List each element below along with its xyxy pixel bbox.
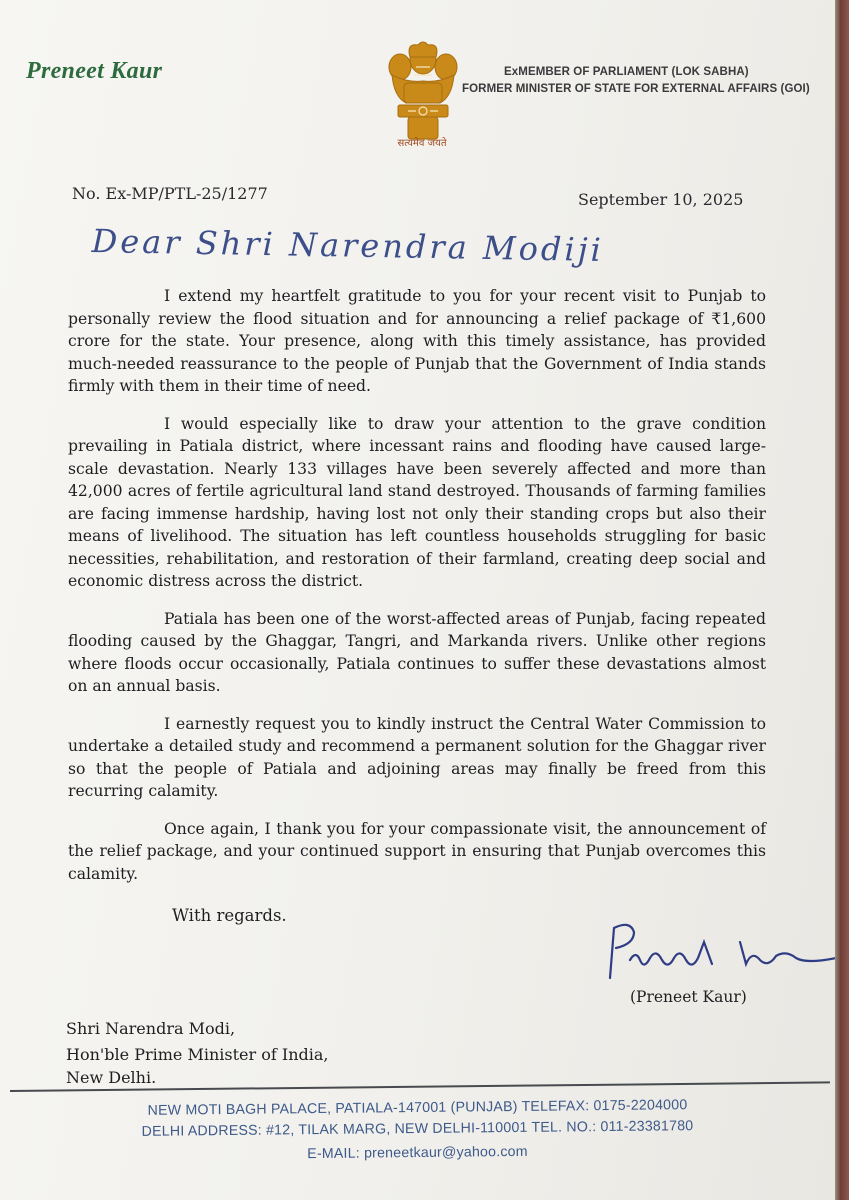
sender-name: Preneet Kaur bbox=[26, 58, 163, 84]
body-paragraph: Patiala has been one of the worst-affected areas of Punjab, facing repeated flooding caused by the Ghaggar, Tangri, and Markanda rivers. Unlike other regions where floods occur occasionally, Patiala continues to suffer these devastations almost on an annual basis. bbox=[68, 609, 766, 695]
body-paragraph: I extend my heartfelt gratitude to you for your recent visit to Punjab to personally review the flood situation and for announcing a relief package of ₹1,600 crore for the state. Your presence, along with this timely assistance, has provided much-needed reassurance to the people of Punjab that the Government of India stands firmly with them in their time of need. bbox=[68, 287, 766, 395]
reference-number: No. Ex-MP/PTL-25/1277 bbox=[72, 184, 268, 203]
body-paragraph: Once again, I thank you for your compassionate visit, the announcement of the relief package, and your continued support in ensuring that Punjab overcomes this calamity. bbox=[68, 819, 766, 883]
letter-date: September 10, 2025 bbox=[578, 190, 744, 209]
recipient-city: New Delhi. bbox=[66, 1068, 157, 1087]
body-paragraph: I would especially like to draw your attention to the grave condition prevailing in Patiala district, where incessant rains and flooding have caused large-scale devastation. Nearly 133 villages have been severely affected and more than 42,000 acres of fertile agricultural land stand destroyed. Thousands of farming families are facing immense hardship, having lost not only their standing crops but also their means of livelihood. The situation has left countless households struggling for basic necessities, rehabilitation, and restoration of their farmland, creating deep social and economic distress across the district. bbox=[68, 414, 766, 590]
footer-delhi-address: DELHI ADDRESS: #12, TILAK MARG, NEW DELHI-110001 TEL. NO.: 011-23381780 bbox=[141, 1118, 694, 1140]
emblem-motto: सत्यमेव जयते bbox=[397, 138, 447, 149]
handwritten-salutation: Dear Shri Narendra Modiji bbox=[91, 222, 605, 269]
letter-body bbox=[68, 285, 766, 900]
designation-line-1: ExMEMBER OF PARLIAMENT (LOK SABHA) bbox=[504, 66, 749, 78]
body-paragraph: I earnestly request you to kindly instruct the Central Water Commission to undertake a detailed study and recommend a permanent solution for the Ghaggar river so that the people of Patiala and adjoining areas may finally be freed from this recurring calamity. bbox=[68, 714, 766, 800]
recipient-title: Hon'ble Prime Minister of India, bbox=[66, 1045, 329, 1064]
footer-email: E-MAIL: preneetkaur@yahoo.com bbox=[307, 1143, 528, 1163]
designation-line-2: FORMER MINISTER OF STATE FOR EXTERNAL AFFAIRS (GOI) bbox=[462, 83, 810, 95]
page-edge bbox=[835, 0, 849, 1200]
recipient-name: Shri Narendra Modi, bbox=[66, 1019, 236, 1038]
footer-address: NEW MOTI BAGH PALACE, PATIALA-147001 (PUNJAB) TELEFAX: 0175-2204000 bbox=[147, 1097, 688, 1119]
closing: With regards. bbox=[172, 906, 287, 925]
signatory-name: (Preneet Kaur) bbox=[630, 988, 747, 1006]
handwritten-signature bbox=[600, 920, 835, 985]
